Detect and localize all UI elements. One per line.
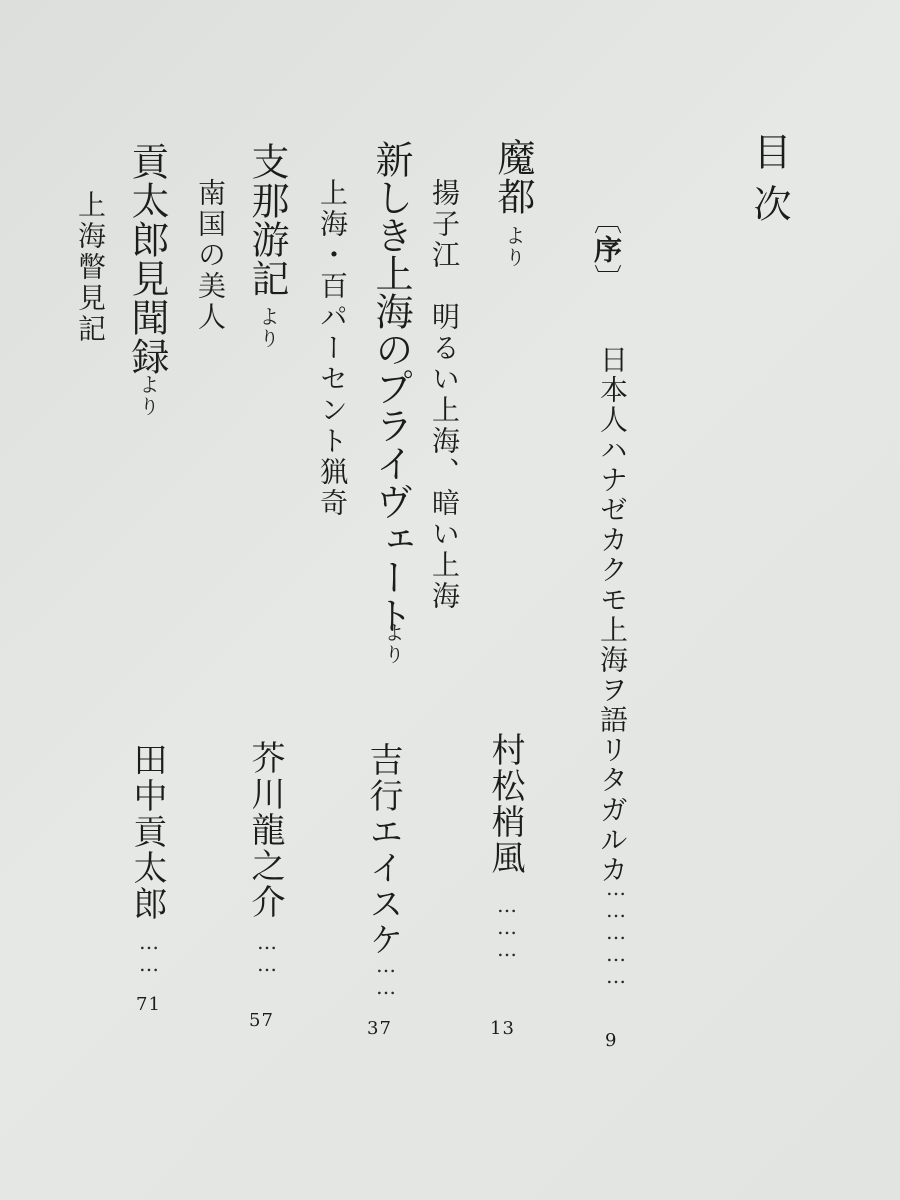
entry-sub-shina-0[interactable]: 南国の美人: [194, 178, 227, 333]
entry-yori-kentaro: より: [136, 374, 160, 418]
entry-author-mato: 村松梢風: [485, 732, 525, 876]
entry-title-kentaro[interactable]: 貢太郎見聞録: [125, 142, 169, 376]
entry-leader-dots-mato: ………: [495, 893, 519, 959]
entry-leader-dots-shina: ……: [255, 930, 279, 974]
preface-open-bracket: 〔: [590, 206, 623, 235]
toc-heading: 目次: [747, 132, 791, 236]
entry-author-kentaro: 田中貢太郎: [127, 742, 167, 922]
entry-yori-mato: より: [502, 225, 526, 269]
preface-label: [590, 206, 623, 293]
entry-sub-private-0[interactable]: 上海・百パーセント猟奇: [316, 178, 349, 519]
entry-author-private: 吉行エイスケ: [363, 742, 403, 958]
entry-yori-private: より: [381, 622, 405, 666]
entry-title-private[interactable]: 新しき上海のプライヴェート: [369, 140, 413, 634]
entry-sub-mato-0[interactable]: 揚子江 明るい上海、暗い上海: [428, 178, 461, 612]
entry-page-number-kentaro: 71: [136, 994, 161, 1015]
entry-leader-dots-private: ……: [374, 953, 398, 997]
entry-title-mato[interactable]: 魔都: [491, 138, 535, 216]
entry-title-shina[interactable]: 支那游記: [245, 142, 289, 298]
entry-author-shina: 芥川龍之介: [245, 740, 285, 920]
preface-title[interactable]: 日本人ハナゼカクモ上海ヲ語リタガルカ: [596, 345, 629, 885]
entry-page-number-mato: 13: [490, 1018, 515, 1039]
entry-yori-shina: より: [256, 306, 280, 350]
preface-label-text: 序: [590, 235, 623, 264]
preface-leader-dots: ……………: [604, 876, 628, 986]
entry-sub-kentaro-0[interactable]: 上海瞥見記: [74, 190, 107, 345]
entry-page-number-private: 37: [367, 1018, 392, 1039]
entry-leader-dots-kentaro: ……: [137, 930, 161, 974]
preface-close-bracket: 〕: [590, 264, 623, 293]
preface-page-number: 9: [605, 1030, 618, 1051]
entry-page-number-shina: 57: [249, 1010, 274, 1031]
